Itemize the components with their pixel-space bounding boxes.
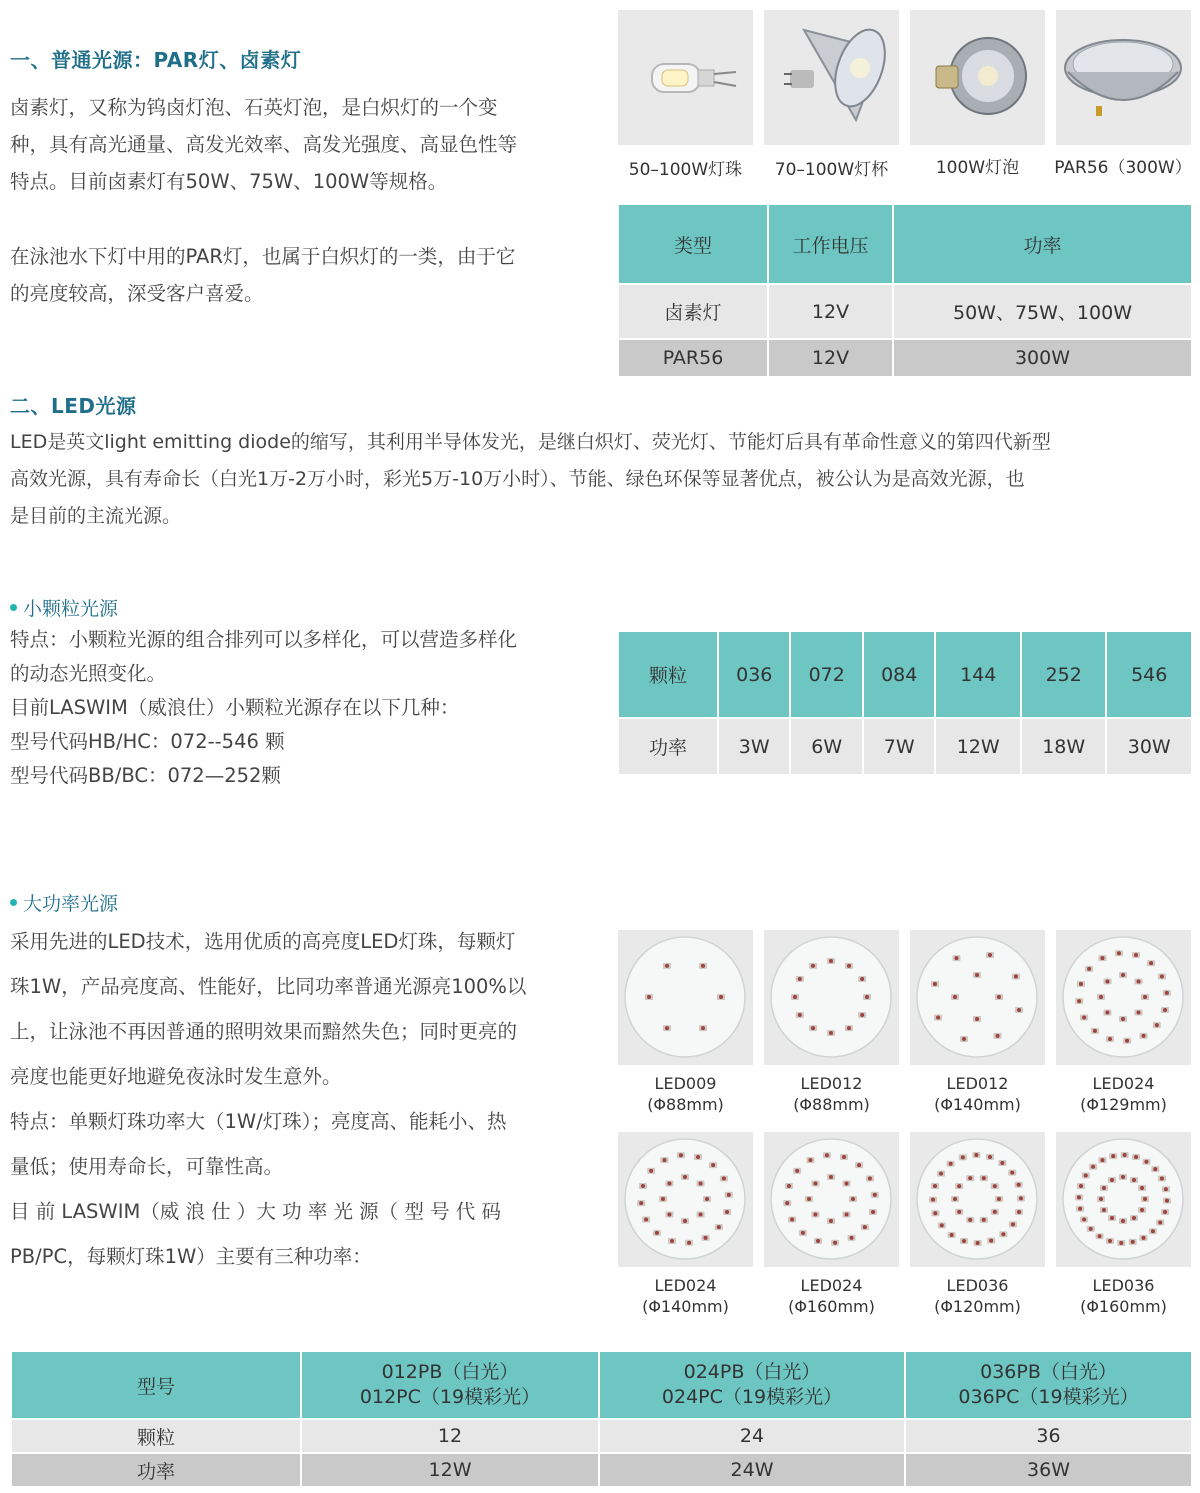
halogen-cup-image [764, 10, 899, 145]
led-board-model: LED012 [800, 1074, 863, 1093]
led-board-caption [610, 1073, 761, 1115]
high-power-table [10, 1350, 1193, 1488]
bullet-icon [10, 604, 17, 611]
led-board-image [764, 1132, 899, 1267]
led-board-caption [610, 1275, 761, 1317]
table-cell: 功率 [12, 1454, 300, 1486]
table-header: 036PB（白光） 036PC（19模彩光） [906, 1352, 1191, 1418]
table-header: 144 [936, 632, 1020, 717]
led-board-image [618, 930, 753, 1065]
led-board-model: LED024 [654, 1276, 717, 1295]
table-header: 024PB（白光） 024PC（19模彩光） [600, 1352, 904, 1418]
led-board-caption [756, 1073, 907, 1115]
table-cell: 12V [769, 285, 892, 338]
led-board-model: LED009 [654, 1074, 717, 1093]
led-board-model: LED036 [946, 1276, 1009, 1295]
led-board-caption [756, 1275, 907, 1317]
table-cell: 300W [894, 340, 1191, 376]
led-board-model: LED012 [946, 1074, 1009, 1093]
halogen-bulb-image [910, 10, 1045, 145]
table-cell: 颗粒 [12, 1420, 300, 1452]
table-cell: 30W [1107, 719, 1191, 774]
led-board-diameter: (Φ129mm) [1080, 1095, 1167, 1114]
led-board-diameter: (Φ140mm) [642, 1297, 729, 1316]
small-particle-heading: 小颗粒光源 [10, 594, 118, 621]
par-description: 在泳池水下灯中用的PAR灯，也属于白炽灯的一类，由于它 的亮度较高，深受客户喜爱。 [10, 245, 516, 305]
section1-title: 一、普通光源：PAR灯、卤素灯 [10, 48, 302, 72]
table-cell: 12V [769, 340, 892, 376]
product-caption: 100W灯泡 [935, 158, 1020, 178]
table-cell: 7W [864, 719, 934, 774]
led-board-diameter: (Φ160mm) [788, 1297, 875, 1316]
small-particle-table [617, 630, 1193, 776]
led-board-image [618, 1132, 753, 1267]
bullet-icon [10, 899, 17, 906]
table-header: 颗粒 [619, 632, 717, 717]
halogen-table [617, 203, 1193, 378]
table-header: 072 [791, 632, 861, 717]
table-header: 功率 [894, 205, 1191, 283]
table-cell: 24 [600, 1420, 904, 1452]
led-board-image [1056, 930, 1191, 1065]
led-board-caption [902, 1073, 1053, 1115]
led-board-caption [1048, 1073, 1199, 1115]
table-header: 546 [1107, 632, 1191, 717]
led-board-diameter: (Φ160mm) [1080, 1297, 1167, 1316]
led-description: LED是英文light emitting diode的缩写，其利用半导体发光，是继白炽灯、荧光灯、节能灯后具有革命性意义的第四代新型 高效光源，具有寿命长（白光1万-2万小时，彩光5万-10万小时）、节能、绿色环保等显著优点，被公认为是高效光源，也 是目前的主流光源。 [10, 431, 1051, 527]
table-cell: 6W [791, 719, 861, 774]
table-header: 084 [864, 632, 934, 717]
small-particle-description: 特点：小颗粒光源的组合排列可以多样化，可以营造多样化 的动态光照变化。 目前LASWIM（威浪仕）小颗粒光源存在以下几种： 型号代码HB/HC：072--546 颗 型号代码BB/BC：072—252颗 [10, 628, 518, 787]
product-caption: PAR56（300W） [1054, 158, 1192, 178]
led-board-image [910, 930, 1045, 1065]
led-board-diameter: (Φ120mm) [934, 1297, 1021, 1316]
table-cell: 12W [302, 1454, 598, 1486]
led-board-image [1056, 1132, 1191, 1267]
table-cell: 36W [906, 1454, 1191, 1486]
table-cell: 50W、75W、100W [894, 285, 1191, 338]
led-board-model: LED036 [1092, 1276, 1155, 1295]
table-cell: 3W [719, 719, 789, 774]
table-cell: 36 [906, 1420, 1191, 1452]
table-cell: 12W [936, 719, 1020, 774]
product-caption: 50–100W灯珠 [628, 160, 743, 180]
led-board-caption [1048, 1275, 1199, 1317]
table-cell: 18W [1022, 719, 1106, 774]
halogen-description: 卤素灯，又称为钨卤灯泡、石英灯泡，是白炽灯的一个变 种，具有高光通量、高发光效率、高发光强度、高显色性等 特点。目前卤素灯有50W、75W、100W等规格。 [10, 96, 518, 193]
halogen-bead-image [618, 10, 753, 145]
table-header: 252 [1022, 632, 1106, 717]
product-caption: 70–100W灯杯 [774, 160, 889, 180]
led-board-image [764, 930, 899, 1065]
led-board-image [910, 1132, 1045, 1267]
par56-lamp-image [1056, 10, 1191, 145]
section2-title: 二、LED光源 [10, 394, 137, 418]
table-header: 012PB（白光） 012PC（19模彩光） [302, 1352, 598, 1418]
led-board-model: LED024 [1092, 1074, 1155, 1093]
led-board-diameter: (Φ88mm) [647, 1095, 724, 1114]
led-board-diameter: (Φ88mm) [793, 1095, 870, 1114]
table-cell: 24W [600, 1454, 904, 1486]
table-cell: PAR56 [619, 340, 767, 376]
table-header: 类型 [619, 205, 767, 283]
table-cell: 12 [302, 1420, 598, 1452]
led-board-caption [902, 1275, 1053, 1317]
high-power-heading: 大功率光源 [10, 889, 118, 916]
table-cell: 功率 [619, 719, 717, 774]
high-power-description: 采用先进的LED技术，选用优质的高亮度LED灯珠，每颗灯 珠1W，产品亮度高、性能好，比同功率普通光源亮100%以 上，让泳池不再因普通的照明效果而黯然失色；同时更亮的 亮度也能更好地避免夜泳时发生意外。 特点：单颗灯珠功率大（1W/灯珠）；亮度高、能耗小、热 量低；使用寿命长，可靠性高。 目 前 LASWIM（威 浪 仕 ）大 功 率 光 源（ 型 号 代 码 PB/PC，每颗灯珠1W）主要有三种功率： [10, 930, 527, 1268]
led-board-model: LED024 [800, 1276, 863, 1295]
led-board-diameter: (Φ140mm) [934, 1095, 1021, 1114]
table-cell: 卤素灯 [619, 285, 767, 338]
table-header: 工作电压 [769, 205, 892, 283]
table-header: 036 [719, 632, 789, 717]
table-header: 型号 [12, 1352, 300, 1418]
